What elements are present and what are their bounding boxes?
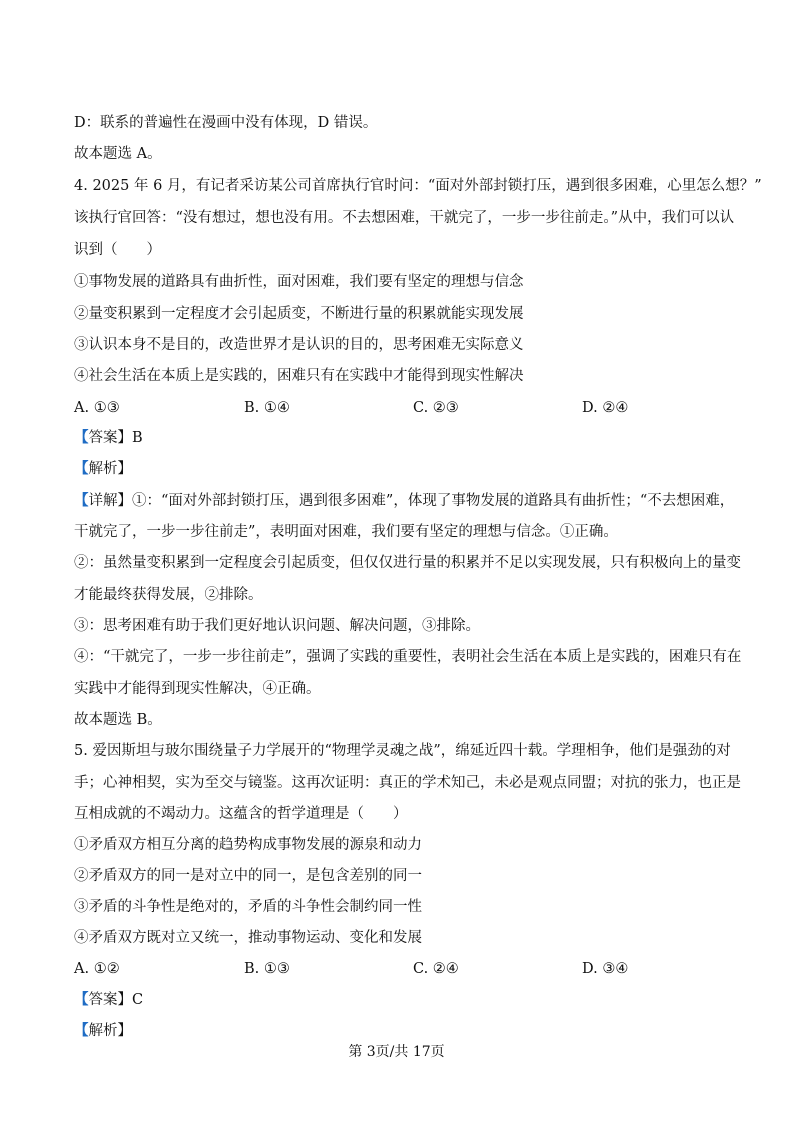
text-line: 故本题选 A。: [74, 146, 162, 162]
text-line: 干就完了，一步一步往前走”，表明面对困难，我们要有坚定的理想与信念。①正确。: [74, 524, 618, 540]
option-b: B. ①③: [244, 961, 290, 977]
statement-item: ④矛盾双方既对立又统一，推动事物运动、变化和发展: [74, 930, 422, 946]
detail-line: 【详解】①：“面对外部封锁打压，遇到很多困难”，体现了事物发展的道路具有曲折性；“不去想困难，: [74, 492, 735, 509]
statement-item: ②量变积累到一定程度才会引起质变，不断进行量的积累就能实现发展: [74, 306, 524, 322]
question-5-stem: 5. 爱因斯坦与玻尔围绕量子力学展开的“物理学灵魂之战”，绵延近四十载。学理相争，他们是强劲的对: [74, 743, 731, 759]
statement-item: ①矛盾双方相互分离的趋势构成事物发展的源泉和动力: [74, 837, 422, 853]
option-c: C. ②③: [413, 400, 459, 416]
answer-line: 【答案】C: [74, 991, 144, 1008]
option-c: C. ②④: [413, 961, 459, 977]
option-a: A. ①③: [74, 400, 120, 416]
bracket-open: 【: [74, 460, 89, 477]
option-d: D. ③④: [582, 961, 629, 977]
text-line: 该执行官回答：“没有想过，想也没有用。不去想困难，干就完了，一步一步往前走。”从中，我们可以认: [74, 210, 735, 226]
text-line: ③：思考困难有助于我们更好地认识问题、解决问题，③排除。: [74, 618, 480, 634]
text-line: 识到（ ）: [74, 242, 161, 258]
analysis-heading: 【解析】: [74, 460, 132, 477]
option-d: D. ②④: [582, 400, 629, 416]
statement-item: ②矛盾双方的同一是对立中的同一，是包含差别的同一: [74, 868, 422, 884]
bracket-open: 【: [74, 492, 89, 509]
bracket-open: 【: [74, 429, 89, 446]
text-line: ④：“干就完了，一步一步往前走”，强调了实践的重要性，表明社会生活在本质上是实践的，困难只有在: [74, 649, 742, 665]
analysis-heading: 【解析】: [74, 1022, 132, 1039]
text-line: 互相成就的不竭动力。这蕴含的哲学道理是（ ）: [74, 806, 408, 822]
page-footer: 第 3页/共 17页: [348, 1044, 445, 1060]
text-line: 实践中才能得到现实性解决，④正确。: [74, 681, 321, 697]
option-a: A. ①②: [74, 961, 120, 977]
statement-item: ①事物发展的道路具有曲折性，面对困难，我们要有坚定的理想与信念: [74, 274, 524, 290]
statement-item: ③认识本身不是目的，改造世界才是认识的目的，思考困难无实际意义: [74, 337, 524, 353]
statement-item: ③矛盾的斗争性是绝对的，矛盾的斗争性会制约同一性: [74, 899, 422, 915]
text-line: ②：虽然量变积累到一定程度会引起质变，但仅仅进行量的积累并不足以实现发展，只有积极向上的量变: [74, 555, 741, 571]
text-line: 故本题选 B。: [74, 712, 162, 728]
bracket-open: 【: [74, 991, 89, 1008]
text-line: D：联系的普遍性在漫画中没有体现，D 错误。: [74, 115, 378, 131]
statement-item: ④社会生活在本质上是实践的，困难只有在实践中才能得到现实性解决: [74, 368, 524, 384]
question-4-stem: 4. 2025 年 6 月，有记者采访某公司首席执行官时问：“面对外部封锁打压，遇到很多困难，心里怎么想？”: [74, 178, 762, 194]
text-line: 才能最终获得发展，②排除。: [74, 587, 263, 603]
answer-line: 【答案】B: [74, 429, 143, 446]
bracket-open: 【: [74, 1022, 89, 1039]
text-line: 手；心神相契，实为至交与镜鉴。这再次证明：真正的学术知己，未必是观点同盟；对抗的张力，也正是: [74, 775, 741, 791]
option-b: B. ①④: [244, 400, 290, 416]
